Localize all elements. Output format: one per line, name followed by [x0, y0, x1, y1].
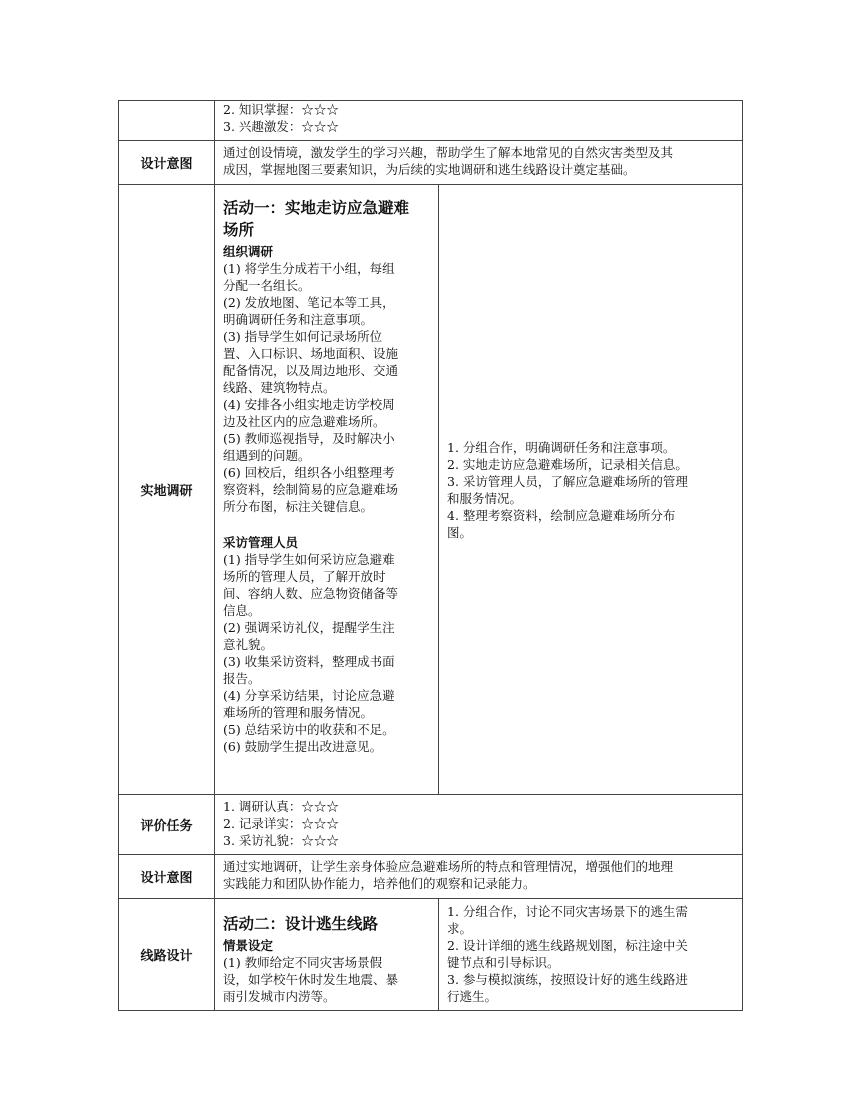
student-line: 图。	[447, 524, 473, 540]
step-line: 边及社区内的应急避难场所。	[223, 414, 386, 429]
activity-title-line: 场所	[223, 221, 255, 239]
evaluation-row	[119, 795, 743, 855]
student-line: 2. 实地走访应急避难场所，记录相关信息。	[447, 456, 688, 472]
step-line: 难场所的管理和服务情况。	[223, 705, 374, 720]
step-line: 组遇到的问题。	[223, 448, 311, 463]
step-line: 信息。	[223, 603, 261, 618]
evaluation-continued-row	[119, 101, 743, 141]
criteria-line: 2. 记录详实：☆☆☆	[223, 816, 339, 831]
teacher-activity-cell	[215, 899, 439, 1011]
design-intent-text: 通过实地调研，让学生亲身体验应急避难场所的特点和管理情况，增强他们的地理	[223, 859, 674, 874]
step-line: 察资料，绘制简易的应急避难场	[223, 482, 399, 497]
step-line: (6) 鼓励学生提出改进意见。	[223, 739, 383, 754]
step-line: 置、入口标识、场地面积、设施	[223, 346, 399, 361]
field-research-row	[119, 185, 743, 795]
teacher-activity-cell	[215, 185, 439, 795]
section-title-interview: 采访管理人员	[223, 535, 299, 550]
activity-one-title	[223, 197, 430, 241]
step-line: 线路、建筑物特点。	[223, 380, 336, 395]
student-line: 4. 整理考察资料，绘制应急避难场所分布	[447, 507, 676, 523]
step-line: (6) 回校后，组织各小组整理考	[223, 465, 395, 480]
step-line: 明确调研任务和注意事项。	[223, 312, 374, 327]
step-line: (1) 将学生分成若干小组，每组	[223, 261, 395, 276]
step-line: 配备情况，以及周边地形、交通	[223, 363, 399, 378]
criteria-line: 2. 知识掌握：☆☆☆	[223, 102, 339, 117]
route-design-row	[119, 899, 743, 1011]
step-line: (5) 总结采访中的收获和不足。	[223, 722, 395, 737]
step-line: 所分布图，标注关键信息。	[223, 499, 374, 514]
design-intent-label: 设计意图	[119, 855, 215, 899]
student-line: 1. 分组合作，讨论不同灾害场景下的逃生需	[447, 904, 688, 919]
organize-steps	[223, 260, 430, 515]
step-line: (2) 强调采访礼仪，提醒学生注	[223, 620, 395, 635]
student-line: 行逃生。	[447, 989, 498, 1004]
step-line: (1) 教师给定不同灾害场景假	[223, 955, 383, 970]
design-intent-row	[119, 141, 743, 185]
design-intent-content	[215, 855, 743, 899]
student-line: 和服务情况。	[447, 490, 523, 506]
criteria-line: 3. 采访礼貌：☆☆☆	[223, 833, 339, 848]
student-line: 3. 采访管理人员，了解应急避难场所的管理	[447, 473, 688, 489]
empty-label-cell	[119, 101, 215, 141]
criteria-line: 3. 兴趣激发：☆☆☆	[223, 119, 339, 134]
section-title-organize: 组织调研	[223, 244, 274, 259]
student-activity-cell	[439, 185, 743, 795]
step-line: (5) 教师巡视指导，及时解决小	[223, 431, 395, 446]
step-line: 设，如学校午休时发生地震、暴	[223, 972, 399, 987]
step-line: 分配一名组长。	[223, 278, 311, 293]
design-intent-content	[215, 141, 743, 185]
student-line: 2. 设计详细的逃生线路规划图，标注途中关	[447, 938, 688, 953]
step-line: 报告。	[223, 671, 261, 686]
interview-steps	[223, 551, 430, 755]
route-design-label: 线路设计	[119, 899, 215, 1011]
section-title-scenario: 情景设定	[223, 938, 274, 953]
step-line: 雨引发城市内涝等。	[223, 989, 336, 1004]
activity-title-line: 活动一：实地走访应急避难	[223, 199, 410, 217]
design-intent-label: 设计意图	[119, 141, 215, 185]
evaluation-content	[215, 795, 743, 855]
step-line: (3) 指导学生如何记录场所位	[223, 329, 383, 344]
evaluation-label: 评价任务	[119, 795, 215, 855]
design-intent-row	[119, 855, 743, 899]
criteria-line: 1. 调研认真：☆☆☆	[223, 799, 339, 814]
design-intent-text: 通过创设情境，激发学生的学习兴趣，帮助学生了解本地常见的自然灾害类型及其	[223, 145, 674, 160]
step-line: 间、容纳人数、应急物资储备等	[223, 586, 399, 601]
step-line: (2) 发放地图、笔记本等工具，	[223, 295, 395, 310]
step-line: (3) 收集采访资料，整理成书面	[223, 654, 395, 669]
step-line: (4) 安排各小组实地走访学校周	[223, 397, 395, 412]
student-line: 求。	[447, 921, 473, 936]
step-line: (4) 分享采访结果，讨论应急避	[223, 688, 395, 703]
design-intent-text: 实践能力和团队协作能力，培养他们的观察和记录能力。	[223, 876, 536, 891]
student-line: 键节点和引导标识。	[447, 955, 560, 970]
activity-two-title: 活动二：设计逃生线路	[223, 915, 379, 933]
design-intent-text: 成因，掌握地图三要素知识，为后续的实地调研和逃生线路设计奠定基础。	[223, 162, 636, 177]
lesson-plan-table	[118, 100, 743, 1011]
student-activity-cell	[439, 899, 743, 1011]
step-line: 意礼貌。	[223, 637, 274, 652]
field-research-label: 实地调研	[119, 185, 215, 795]
step-line: (1) 指导学生如何采访应急避难	[223, 552, 395, 567]
step-line: 场所的管理人员，了解开放时	[223, 569, 386, 584]
student-line: 3. 参与模拟演练，按照设计好的逃生线路进	[447, 972, 688, 987]
student-line: 1. 分组合作，明确调研任务和注意事项。	[447, 439, 676, 455]
evaluation-continued-content	[215, 101, 743, 141]
